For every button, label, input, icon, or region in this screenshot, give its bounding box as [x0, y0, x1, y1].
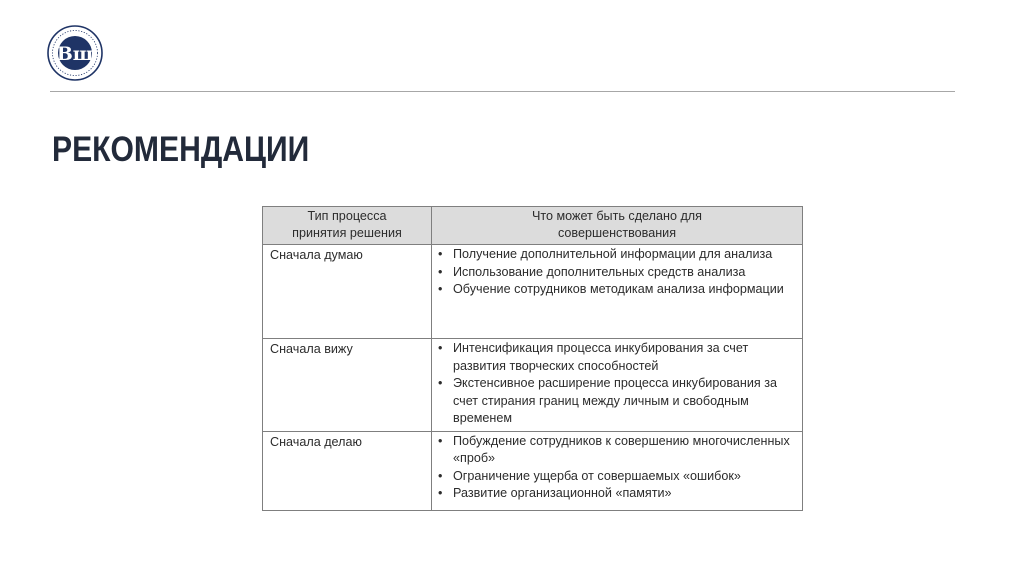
- row-actions: [432, 431, 803, 510]
- header-improvements: Что может быть сделано для совершенствования: [432, 207, 803, 245]
- row-type: Сначала вижу: [263, 339, 432, 432]
- row-actions: [432, 339, 803, 432]
- row-actions: [432, 245, 803, 339]
- list-item: • Экстенсивное расширение процесса инкубирования за счет стирания границ между личным и свободным временем: [438, 375, 796, 428]
- list-item: • Обучение сотрудников методикам анализа информации: [438, 281, 796, 299]
- row-type: Сначала делаю: [263, 431, 432, 510]
- table-row: [263, 245, 803, 339]
- list-item: • Использование дополнительных средств анализа: [438, 264, 796, 282]
- recommendations-table: [262, 206, 803, 511]
- hse-logo-icon: [46, 24, 104, 82]
- header-decision-type: Тип процесса принятия решения: [263, 207, 432, 245]
- logo-letters: Вш: [56, 43, 94, 65]
- list-item: • Побуждение сотрудников к совершению многочисленных «проб»: [438, 433, 796, 468]
- list-item: • Интенсификация процесса инкубирования за счет развития творческих способностей: [438, 340, 796, 375]
- list-item: • Ограничение ущерба от совершаемых «ошибок»: [438, 468, 796, 486]
- table-row: [263, 431, 803, 510]
- table-row: [263, 339, 803, 432]
- page-title: РЕКОМЕНДАЦИИ: [52, 130, 310, 169]
- list-item: • Получение дополнительной информации для анализа: [438, 246, 796, 264]
- header-divider: [50, 91, 955, 92]
- table-header-row: [263, 207, 803, 245]
- list-item: • Развитие организационной «памяти»: [438, 485, 796, 503]
- row-type: Сначала думаю: [263, 245, 432, 339]
